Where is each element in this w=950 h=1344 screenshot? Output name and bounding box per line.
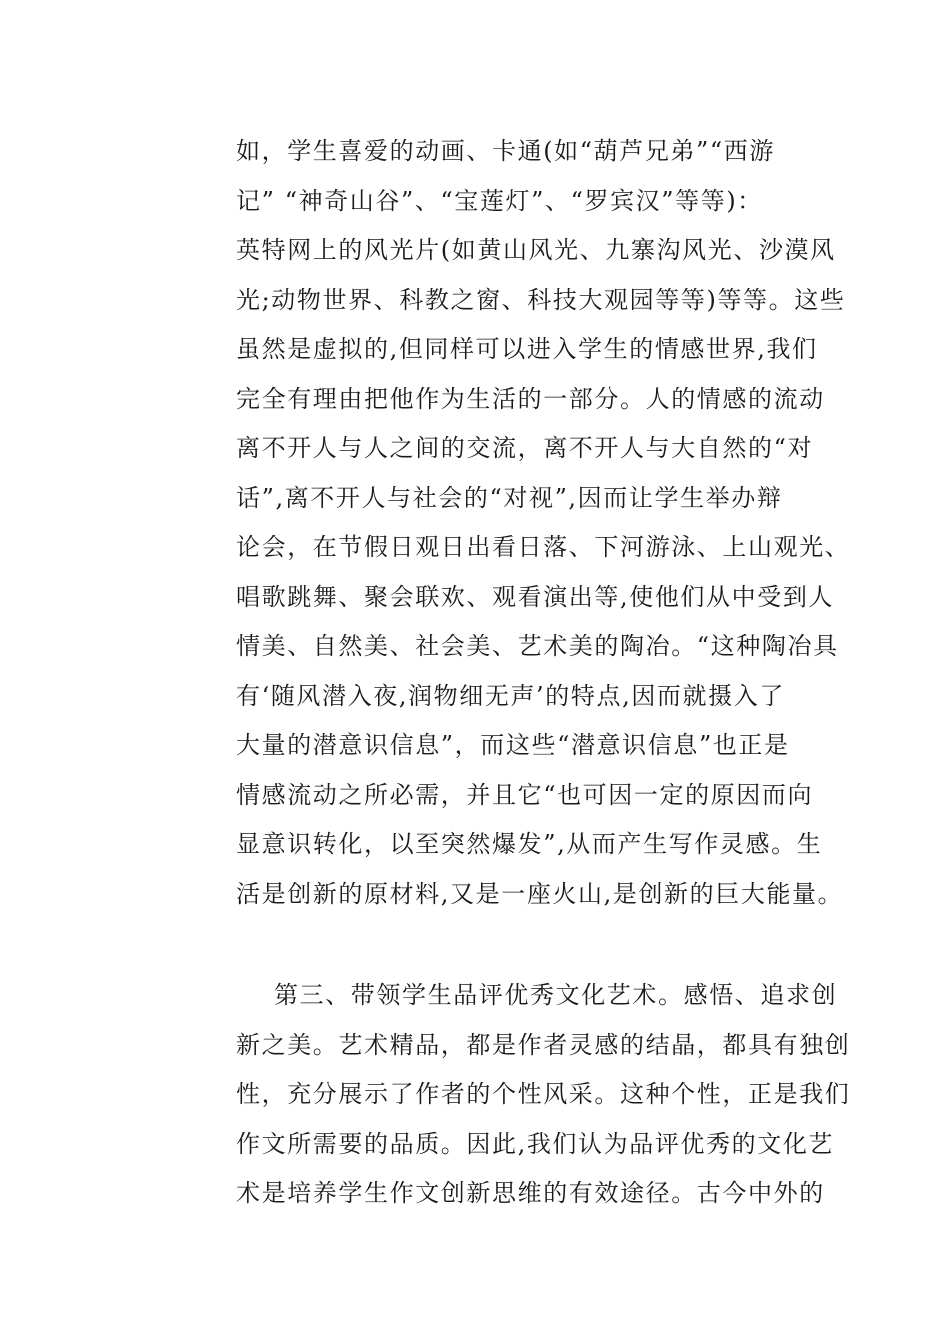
paragraph-1-line-9: 论会，在节假日观日出看日落、下河游泳、上山观光、: [236, 533, 851, 561]
paragraph-1-line-5: 虽然是虚拟的,但同样可以进入学生的情感世界,我们: [236, 335, 818, 363]
paragraph-1-line-10: 唱歌跳舞、聚会联欢、观看演出等,使他们从中受到人: [236, 583, 835, 611]
paragraph-2-line-1: 第三、带领学生品评优秀文化艺术。感悟、追求创: [274, 981, 838, 1009]
paragraph-1-line-3: 英特网上的风光片(如黄山风光、九寨沟风光、沙漠风: [236, 236, 836, 264]
paragraph-1-line-16: 活是创新的原材料,又是一座火山,是创新的巨大能量。: [236, 880, 844, 908]
paragraph-1-line-7: 离不开人与人之间的交流，离不开人与大自然的“对: [236, 434, 814, 462]
paragraph-1-line-12: 有‘随风潜入夜,润物细无声’的特点,因而就摄入了: [236, 682, 785, 710]
paragraph-2-line-5: 术是培养学生作文创新思维的有效途径。古今中外的: [236, 1179, 825, 1207]
paragraph-1-line-6: 完全有理由把他作为生活的一部分。人的情感的流动: [236, 385, 825, 413]
paragraph-2-line-2: 新之美。艺术精品，都是作者灵感的结晶，都具有独创: [236, 1031, 851, 1059]
paragraph-2-line-4: 作文所需要的品质。因此,我们认为品评优秀的文化艺: [236, 1130, 835, 1158]
paragraph-1-line-11: 情美、自然美、社会美、艺术美的陶冶。“这种陶冶具: [236, 632, 839, 660]
paragraph-2-line-3: 性，充分展示了作者的个性风采。这种个性，正是我们: [236, 1080, 851, 1108]
paragraph-1-line-1: 如，学生喜爱的动画、卡通(如“葫芦兄弟”“西游: [236, 137, 775, 165]
paragraph-1-line-8: 话”,离不开人与社会的“对视”,因而让学生举办辩: [236, 484, 783, 512]
paragraph-1-line-13: 大量的潜意识信息”，而这些“潜意识信息”也正是: [236, 731, 790, 759]
paragraph-1-line-14: 情感流动之所必需，并且它“也可因一定的原因而向: [236, 781, 814, 809]
paragraph-1-line-2: 记” “神奇山谷”、“宝莲灯”、“罗宾汉”等等)：: [236, 187, 763, 215]
paragraph-1-line-4: 光;动物世界、科教之窗、科技大观园等等)等等。这些: [236, 286, 846, 314]
paragraph-1-line-15: 显意识转化，以至突然爆发”,从而产生写作灵感。生: [236, 830, 823, 858]
